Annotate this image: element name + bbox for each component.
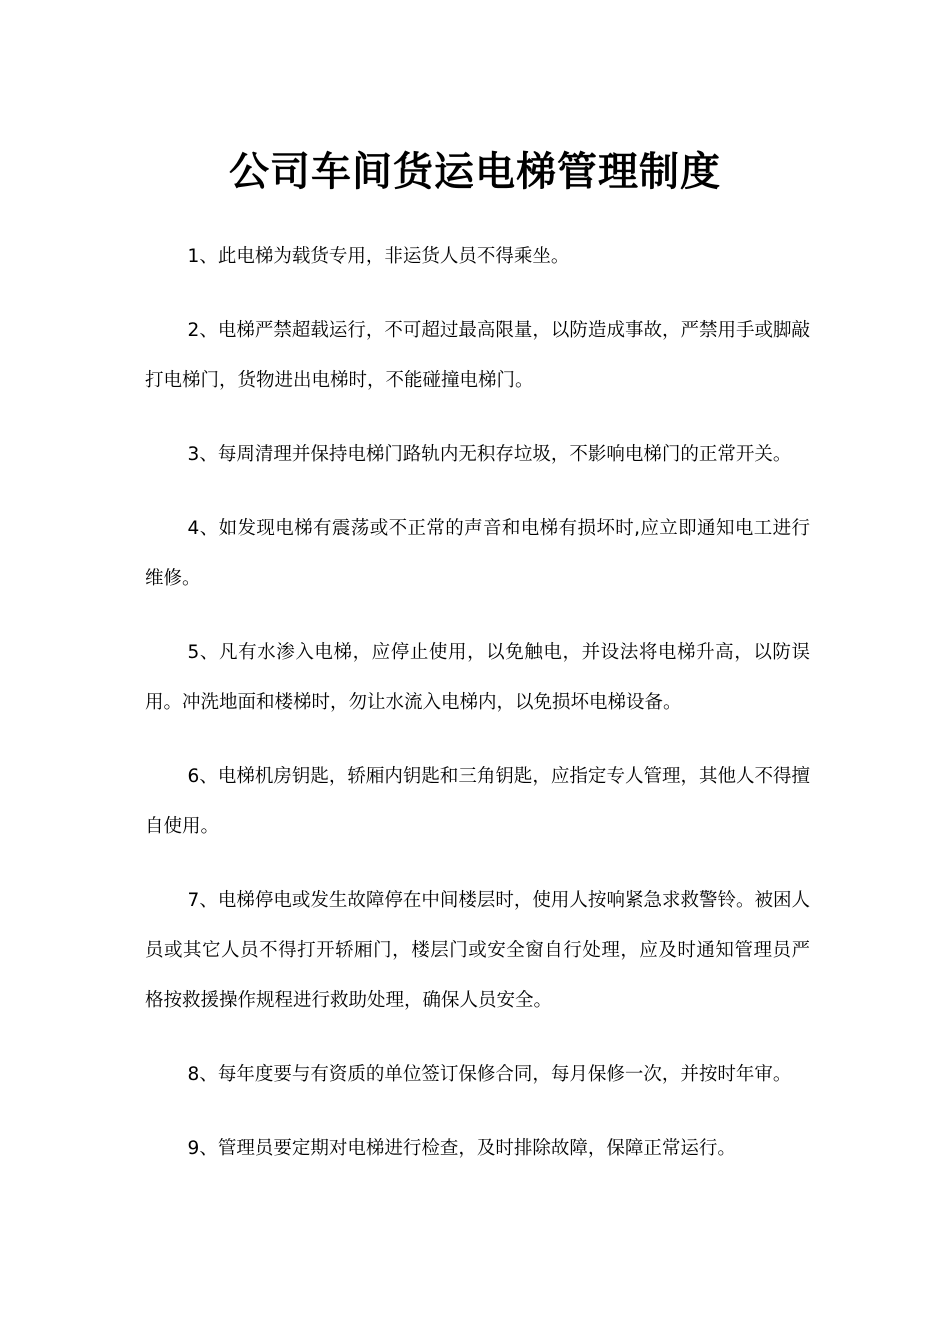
clause-6: 6、电梯机房钥匙，轿厢内钥匙和三角钥匙，应指定专人管理，其他人不得擅自使用。 — [145, 766, 810, 837]
clause-2: 2、电梯严禁超载运行，不可超过最高限量，以防造成事故，严禁用手或脚敲打电梯门，货物进出电梯时，不能碰撞电梯门。 — [145, 320, 810, 391]
clause-4: 4、如发现电梯有震荡或不正常的声音和电梯有损坏时,应立即通知电工进行维修。 — [145, 518, 810, 589]
clause-8: 8、每年度要与有资质的单位签订保修合同，每月保修一次，并按时年审。 — [187, 1064, 792, 1085]
clause-5: 5、凡有水渗入电梯，应停止使用，以免触电，并设法将电梯升高，以防误用。冲洗地面和楼梯时，勿让水流入电梯内，以免损坏电梯设备。 — [145, 642, 810, 713]
clause-1: 1、此电梯为载货专用，非运货人员不得乘坐。 — [187, 246, 570, 267]
document-title: 公司车间货运电梯管理制度 — [229, 149, 721, 195]
clause-list — [145, 232, 810, 1198]
clause-7: 7、电梯停电或发生故障停在中间楼层时，使用人按响紧急求救警铃。被困人员或其它人员不得打开轿厢门，楼层门或安全窗自行处理，应及时通知管理员严格按救援操作规程进行救助处理，确保人员安全。 — [145, 890, 810, 1011]
clause-9: 9、管理员要定期对电梯进行检查，及时排除故障，保障正常运行。 — [187, 1138, 736, 1159]
clause-3: 3、每周清理并保持电梯门路轨内无积存垃圾，不影响电梯门的正常开关。 — [187, 444, 792, 465]
